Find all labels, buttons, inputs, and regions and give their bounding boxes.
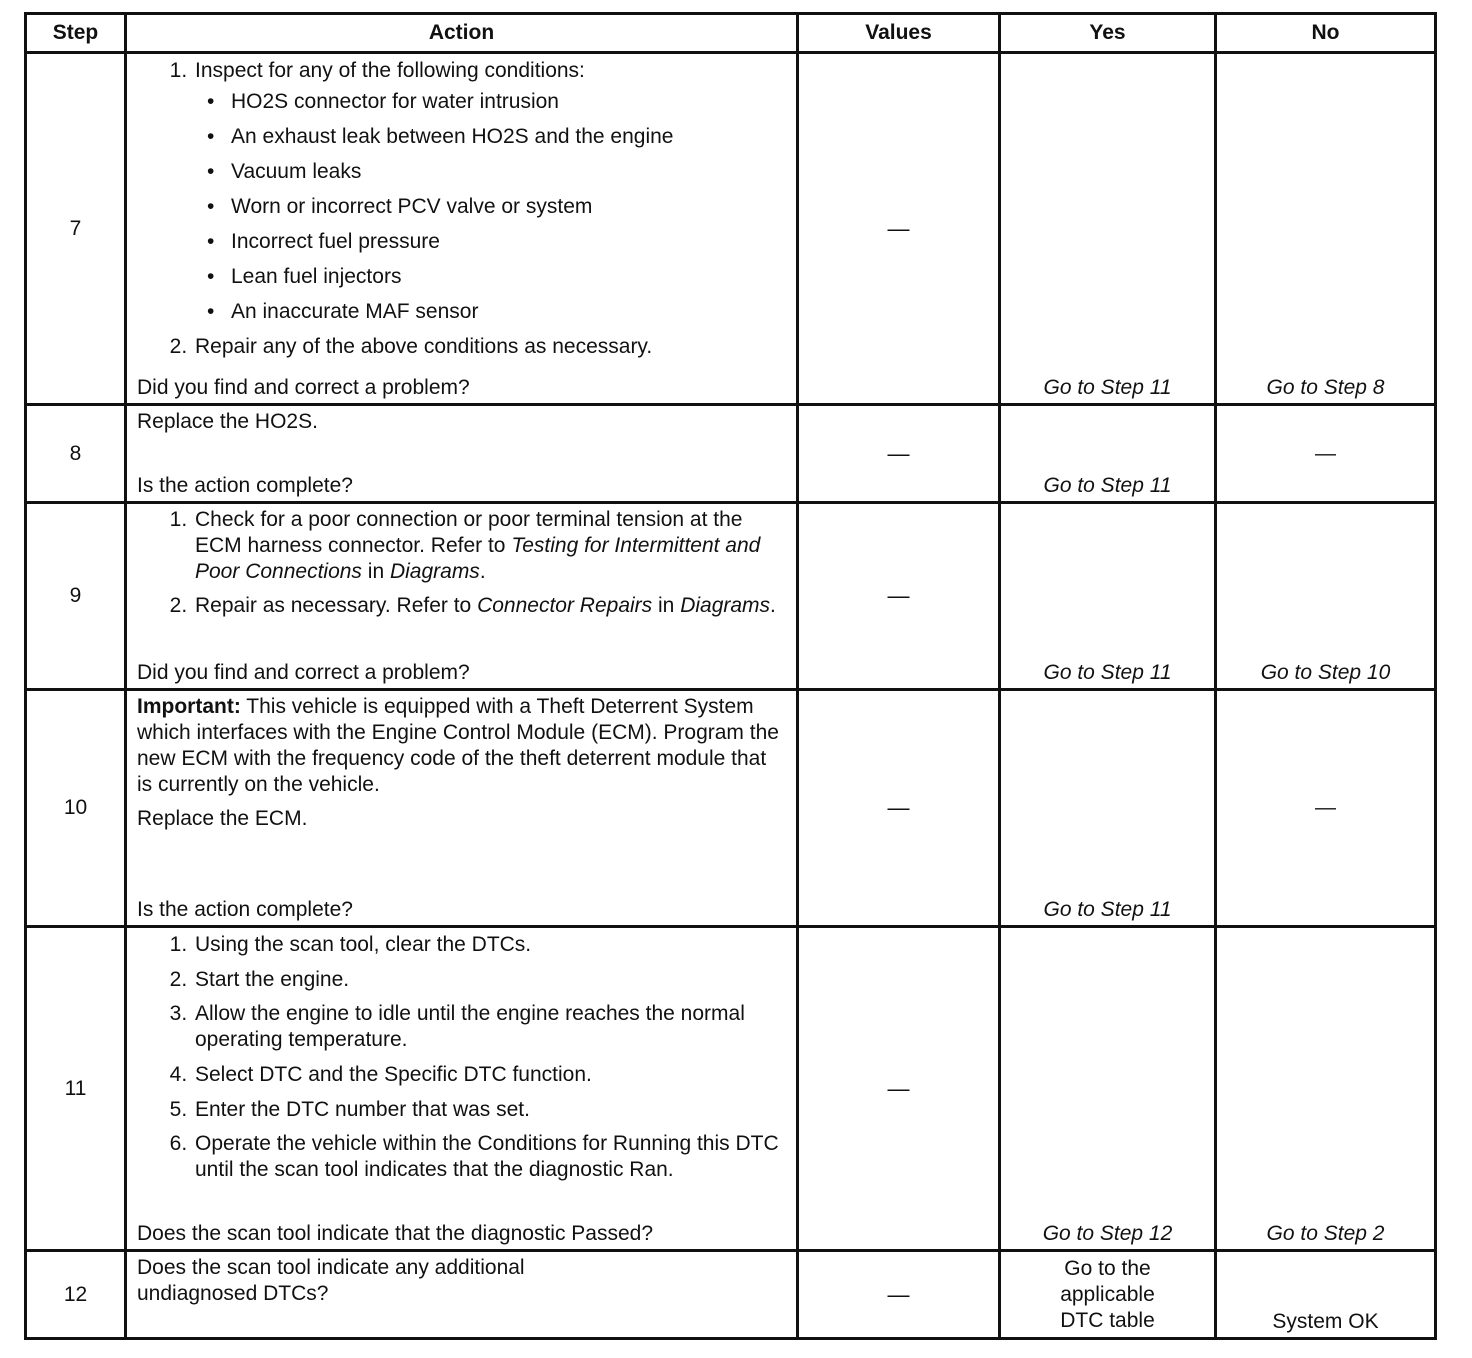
action-text: Replace the ECM.	[137, 807, 308, 830]
values-cell: —	[798, 405, 1000, 503]
step-number: 10	[26, 690, 126, 927]
action-cell	[126, 405, 798, 503]
yes-cell	[1000, 690, 1216, 927]
important-label: Important:	[137, 695, 241, 718]
table-row-step-10	[26, 690, 1436, 927]
action-question: Does the scan tool indicate that the diagnostic Passed?	[137, 1222, 653, 1245]
list-item	[193, 593, 786, 619]
table-row-step-11	[26, 927, 1436, 1251]
no-link[interactable]: Go to Step 10	[1260, 661, 1391, 684]
no-cell: —	[1216, 405, 1436, 503]
yes-cell	[1000, 53, 1216, 405]
list-item: • Incorrect fuel pressure	[229, 224, 786, 259]
no-cell	[1216, 1251, 1436, 1339]
no-cell	[1216, 53, 1436, 405]
step-number: 8	[26, 405, 126, 503]
no-cell	[1216, 927, 1436, 1251]
yes-link[interactable]: Go to Step 11	[1043, 376, 1172, 399]
yes-link[interactable]: Go to Step 12	[1042, 1222, 1173, 1245]
header-row	[26, 14, 1436, 53]
list-item: 5. Enter the DTC number that was set.	[193, 1096, 786, 1123]
item-text: Repair as necessary. Refer to	[195, 594, 478, 617]
list-item	[193, 507, 786, 585]
list-item: • Worn or incorrect PCV valve or system	[229, 189, 786, 224]
list-item: • Lean fuel injectors	[229, 259, 786, 294]
important-note	[137, 694, 786, 798]
yes-cell	[1000, 1251, 1216, 1339]
list-item: • An inaccurate MAF sensor	[229, 294, 786, 329]
list-item: 1. Using the scan tool, clear the DTCs.	[193, 931, 786, 958]
action-cell	[126, 53, 798, 405]
action-question: Did you find and correct a problem?	[137, 661, 470, 684]
action-cell	[126, 1251, 798, 1339]
list-item	[193, 57, 786, 329]
action-cell	[126, 927, 798, 1251]
action-question: Is the action complete?	[137, 474, 353, 497]
table-row-step-9	[26, 503, 1436, 690]
no-link[interactable]: Go to Step 8	[1266, 376, 1385, 399]
no-result: System OK	[1272, 1310, 1379, 1333]
reference-link[interactable]: Diagrams	[680, 594, 771, 617]
no-link[interactable]: Go to Step 2	[1266, 1222, 1385, 1245]
yes-cell	[1000, 927, 1216, 1251]
list-item: 3. Allow the engine to idle until the engine reaches the normal operating temperature.	[193, 1001, 786, 1053]
reference-link[interactable]: Connector Repairs	[477, 594, 653, 617]
header-no: No	[1216, 14, 1436, 53]
diagnostic-table	[24, 12, 1437, 1340]
condition-list	[195, 84, 786, 329]
yes-link[interactable]: Go to Step 11	[1043, 661, 1172, 684]
values-cell: —	[798, 690, 1000, 927]
important-text: This vehicle is equipped with a Theft Deterrent System which interfaces with the Engine Control Module (ECM). Program the new ECM with the frequency code of the theft deterrent module that is currently on the vehicle.	[137, 695, 779, 796]
table-row-step-12	[26, 1251, 1436, 1339]
list-item: • Vacuum leaks	[229, 154, 786, 189]
action-question: Is the action complete?	[137, 898, 353, 921]
action-question: Does the scan tool indicate any additional undiagnosed DTCs?	[137, 1256, 525, 1305]
yes-cell	[1000, 405, 1216, 503]
item-text: .	[479, 560, 486, 583]
header-values: Values	[798, 14, 1000, 53]
values-cell: —	[798, 503, 1000, 690]
item-text: .	[770, 594, 776, 617]
step-number: 7	[26, 53, 126, 405]
yes-link[interactable]: Go to the applicable DTC table	[1060, 1257, 1155, 1332]
values-cell: —	[798, 1251, 1000, 1339]
action-text: Replace the HO2S.	[137, 410, 318, 433]
list-item: • An exhaust leak between HO2S and the engine	[229, 119, 786, 154]
item-text: in	[361, 560, 390, 583]
action-item-text: Inspect for any of the following conditions:	[195, 59, 585, 82]
action-cell	[126, 690, 798, 927]
step-number: 9	[26, 503, 126, 690]
table-row-step-8	[26, 405, 1436, 503]
yes-link[interactable]: Go to Step 11	[1043, 474, 1172, 497]
table-row-step-7	[26, 53, 1436, 405]
list-item: 2. Repair any of the above conditions as necessary.	[193, 333, 786, 360]
values-cell: —	[798, 53, 1000, 405]
list-item: 2. Start the engine.	[193, 966, 786, 993]
yes-cell	[1000, 503, 1216, 690]
reference-link[interactable]: Testing for Intermittent and Poor Connections	[195, 534, 761, 583]
yes-link[interactable]: Go to Step 11	[1043, 898, 1172, 921]
list-item: • HO2S connector for water intrusion	[229, 84, 786, 119]
item-text: in	[652, 594, 681, 617]
action-cell	[126, 503, 798, 690]
values-cell: —	[798, 927, 1000, 1251]
header-yes: Yes	[1000, 14, 1216, 53]
item-text: Check for a poor connection or poor terminal tension at the ECM harness connector. Refer to	[195, 508, 743, 557]
reference-link[interactable]: Diagrams	[389, 560, 480, 583]
no-cell	[1216, 503, 1436, 690]
header-step: Step	[26, 14, 126, 53]
header-action: Action	[126, 14, 798, 53]
step-number: 12	[26, 1251, 126, 1339]
list-item: 6. Operate the vehicle within the Conditions for Running this DTC until the scan tool indicates that the diagnostic Ran.	[193, 1131, 786, 1183]
list-item: 4. Select DTC and the Specific DTC function.	[193, 1061, 786, 1088]
diagnostic-table-page	[24, 12, 1434, 1340]
step-number: 11	[26, 927, 126, 1251]
no-cell: —	[1216, 690, 1436, 927]
action-question: Did you find and correct a problem?	[137, 376, 470, 399]
